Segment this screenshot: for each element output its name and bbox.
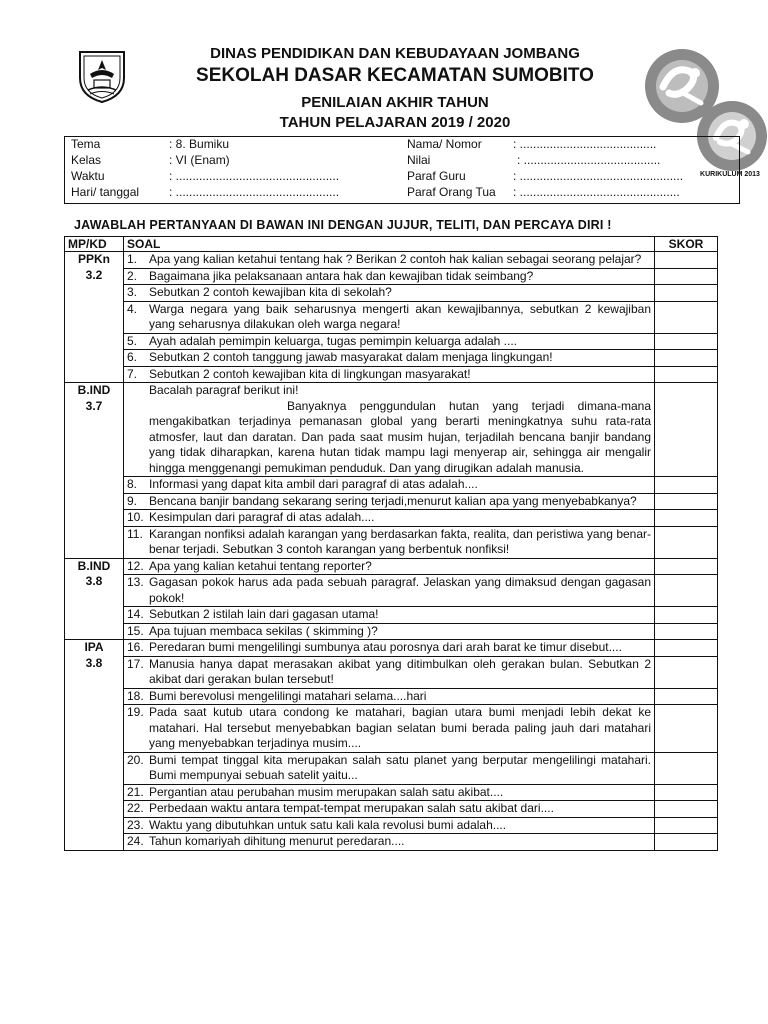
score-cell[interactable] <box>655 301 718 333</box>
question-number: 3. <box>127 285 138 299</box>
question-text: Tahun komariyah dihitung menurut peredaran.... <box>149 834 405 848</box>
question-text: Perbedaan waktu antara tempat-tempat merupakan salah satu akibat dari.... <box>149 801 554 815</box>
table-row <box>65 301 718 333</box>
subject-cell <box>65 252 124 383</box>
score-cell[interactable] <box>655 705 718 753</box>
paraf-guru-field[interactable]: : ................................................. <box>513 169 684 183</box>
question-item <box>124 688 655 705</box>
passage-intro: Bacalah paragraf berikut ini! <box>149 383 299 397</box>
question-number: 6. <box>127 350 138 364</box>
competency-code: 3.8 <box>85 655 103 670</box>
table-row <box>65 801 718 818</box>
question-item <box>124 301 655 333</box>
question-number: 21. <box>127 784 144 799</box>
table-row <box>65 493 718 510</box>
table-row <box>65 252 718 269</box>
score-cell[interactable] <box>655 493 718 510</box>
question-item <box>124 510 655 527</box>
paraf-orang-tua-field[interactable]: : ................................................ <box>513 185 680 199</box>
competency-code: 3.2 <box>85 267 103 282</box>
score-cell[interactable] <box>655 558 718 575</box>
question-number: 18. <box>127 688 144 703</box>
table-row <box>65 575 718 607</box>
table-row <box>65 640 718 657</box>
table-row <box>65 350 718 367</box>
question-item <box>124 575 655 607</box>
subject-name: B.IND <box>77 558 111 573</box>
question-text: Kesimpulan dari paragraf di atas adalah.... <box>149 510 375 524</box>
passage-text: Banyaknya penggundulan hutan yang terjadi dimana-mana mengakibatkan terjadinya pemanasan global yang berarti meningkatnya suhu rata-rata atmosfer, laut dan daratan. Dan pada saat musim hujan, terjadilah bencana banjir bandang yang tidak diharapkan, karena hutan tidak mampu lagi menyerap air, sehingga air mengalir hingga menggenangi pemukiman penduduk. Dan yang dirugikan adalah manusia. <box>149 398 651 475</box>
question-item <box>124 817 655 834</box>
question-text: Bumi tempat tinggal kita merupakan salah satu planet yang berputar mengelilingi matahari. Bumi mempunyai sebuah satelit yaitu... <box>149 752 651 782</box>
nama-nomor-label: Nama/ Nomor <box>407 137 482 151</box>
question-number: 9. <box>127 493 138 508</box>
question-item <box>124 477 655 494</box>
table-row <box>65 623 718 640</box>
question-item <box>124 784 655 801</box>
score-cell[interactable] <box>655 623 718 640</box>
score-cell[interactable] <box>655 333 718 350</box>
jombang-emblem-icon <box>76 48 128 104</box>
score-cell[interactable] <box>655 656 718 688</box>
question-text: Pergantian atau perubahan musim merupakan salah satu akibat.... <box>149 784 504 799</box>
table-row <box>65 817 718 834</box>
question-item <box>124 493 655 510</box>
table-row <box>65 705 718 753</box>
table-row <box>65 526 718 558</box>
score-cell[interactable] <box>655 834 718 851</box>
question-text: Gagasan pokok harus ada pada sebuah paragraf. Jelaskan yang dimaksud dengan gagasan pokok! <box>149 575 651 605</box>
competency-code: 3.8 <box>85 574 103 588</box>
subject-cell <box>65 383 124 559</box>
question-text: Sebutkan 2 contoh kewajiban kita di sekolah? <box>149 285 392 299</box>
question-text: Informasi yang dapat kita ambil dari paragraf di atas adalah.... <box>149 477 478 491</box>
reading-passage <box>124 383 655 477</box>
score-cell[interactable] <box>655 285 718 302</box>
school-name: SEKOLAH DASAR KECAMATAN SUMOBITO <box>196 65 594 86</box>
paraf-orang-tua-label: Paraf Orang Tua <box>407 185 496 199</box>
question-item <box>124 366 655 383</box>
subject-cell <box>65 558 124 640</box>
question-item <box>124 640 655 657</box>
score-cell[interactable] <box>655 817 718 834</box>
nama-nomor-field[interactable]: : ......................................... <box>513 137 657 151</box>
col-skor: SKOR <box>655 237 718 252</box>
hari-tanggal-label: Hari/ tanggal <box>71 185 140 199</box>
question-text: Bencana banjir bandang sekarang sering terjadi,menurut kalian apa yang menyebabkanya? <box>149 493 637 508</box>
table-row <box>65 607 718 624</box>
question-item <box>124 252 655 269</box>
tema-label: Tema <box>71 137 101 151</box>
kurikulum-badge-text: KURIKULUM 2013 <box>700 171 760 178</box>
question-item <box>124 752 655 784</box>
academic-year: TAHUN PELAJARAN 2019 / 2020 <box>279 114 511 131</box>
question-number: 1. <box>127 252 138 266</box>
question-item <box>124 350 655 367</box>
question-item <box>124 801 655 818</box>
question-number: 20. <box>127 752 144 767</box>
question-text: Bumi berevolusi mengelilingi matahari selama....hari <box>149 688 427 703</box>
waktu-label: Waktu <box>71 169 105 183</box>
question-number: 5. <box>127 333 138 348</box>
table-row <box>65 688 718 705</box>
question-text: Sebutkan 2 contoh tanggung jawab masyarakat dalam menjaga lingkungan! <box>149 350 553 364</box>
subject-cell <box>65 640 124 851</box>
question-number: 23. <box>127 817 144 832</box>
question-text: Bagaimana jika pelaksanaan antara hak dan kewajiban tidak seimbang? <box>149 268 534 283</box>
question-number: 13. <box>127 575 144 589</box>
question-text: Peredaran bumi mengelilingi sumbunya atau porosnya dari arah barat ke timur disebut.... <box>149 640 622 654</box>
score-cell[interactable] <box>655 477 718 494</box>
question-number: 22. <box>127 801 144 815</box>
question-number: 2. <box>127 268 138 283</box>
question-item <box>124 526 655 558</box>
question-item <box>124 333 655 350</box>
question-item <box>124 285 655 302</box>
tema-value: : 8. Bumiku <box>169 137 230 151</box>
waktu-field[interactable]: : ................................................. <box>169 169 340 183</box>
score-cell[interactable] <box>655 575 718 607</box>
question-number: 15. <box>127 623 144 638</box>
question-item <box>124 623 655 640</box>
student-info-box <box>64 136 740 204</box>
table-row <box>65 558 718 575</box>
score-cell[interactable] <box>655 688 718 705</box>
question-text: Warga negara yang baik seharusnya mengerti akan kewajibannya, sebutkan 2 kewajiban yang seharusnya dilakukan oleh warga negara! <box>149 301 651 331</box>
question-item <box>124 834 655 851</box>
question-text: Apa yang kalian ketahui tentang reporter? <box>149 558 372 573</box>
score-cell[interactable] <box>655 801 718 818</box>
question-number: 14. <box>127 607 144 621</box>
question-text: Apa yang kalian ketahui tentang hak ? Berikan 2 contoh hak kalian sebagai seorang pelajar? <box>149 252 642 266</box>
table-row <box>65 333 718 350</box>
competency-code: 3.7 <box>85 398 103 413</box>
question-text: Manusia hanya dapat merasakan akibat yang ditimbulkan oleh gerakan bulan. Sebutkan 2 akibat dari gerakan bulan tersebut! <box>149 656 651 686</box>
question-number: 4. <box>127 301 138 316</box>
kelas-value: : VI (Enam) <box>169 153 230 167</box>
subject-name: IPA <box>84 640 104 654</box>
question-text: Waktu yang dibutuhkan untuk satu kali kala revolusi bumi adalah.... <box>149 817 507 832</box>
question-table <box>64 236 718 851</box>
table-row <box>65 784 718 801</box>
table-row <box>65 366 718 383</box>
score-cell[interactable] <box>655 350 718 367</box>
question-number: 8. <box>127 477 138 491</box>
subject-name: B.IND <box>77 383 111 397</box>
score-cell[interactable] <box>655 252 718 269</box>
hari-tanggal-field[interactable]: : ................................................. <box>169 185 340 199</box>
subject-name: PPKn <box>77 252 110 266</box>
table-row <box>65 656 718 688</box>
score-cell[interactable] <box>655 526 718 558</box>
question-item <box>124 705 655 753</box>
question-number: 17. <box>127 656 144 671</box>
score-cell[interactable] <box>655 366 718 383</box>
table-row <box>65 752 718 784</box>
table-header-row <box>65 237 718 252</box>
question-text: Sebutkan 2 istilah lain dari gagasan utama! <box>149 607 379 621</box>
col-soal: SOAL <box>124 237 655 252</box>
table-row <box>65 383 718 477</box>
nilai-label: Nilai <box>407 153 431 167</box>
score-cell[interactable] <box>655 510 718 527</box>
question-text: Pada saat kutub utara condong ke matahari, bagian utara bumi menjadi lebih dekat ke matahari. Hal tersebut menyebabkan bagian selatan bumi berada paling jauh dari matahari yang menyebabkan terjadinya musim.... <box>149 705 651 750</box>
question-number: 12. <box>127 558 144 573</box>
table-row <box>65 477 718 494</box>
table-row <box>65 268 718 285</box>
question-text: Apa tujuan membaca sekilas ( skimming )? <box>149 623 378 638</box>
kelas-label: Kelas <box>71 153 102 167</box>
paraf-guru-label: Paraf Guru <box>407 169 466 183</box>
score-cell[interactable] <box>655 640 718 657</box>
score-cell[interactable] <box>655 752 718 784</box>
question-item <box>124 268 655 285</box>
score-cell[interactable] <box>655 607 718 624</box>
score-cell[interactable] <box>655 784 718 801</box>
question-item <box>124 607 655 624</box>
table-row <box>65 510 718 527</box>
question-number: 10. <box>127 510 144 524</box>
question-number: 16. <box>127 640 144 654</box>
score-cell[interactable] <box>655 268 718 285</box>
instruction-text: JAWABLAH PERTANYAAN DI BAWAN INI DENGAN JUJUR, TELITI, DAN PERCAYA DIRI ! <box>74 218 612 232</box>
agency-name: DINAS PENDIDIKAN DAN KEBUDAYAAN JOMBANG <box>210 45 580 62</box>
question-text: Ayah adalah pemimpin keluarga, tugas pemimpin keluarga adalah .... <box>149 333 518 348</box>
question-item <box>124 558 655 575</box>
col-mp-kd: MP/KD <box>65 237 124 252</box>
question-text: Sebutkan 2 contoh kewajiban kita di lingkungan masyarakat! <box>149 366 471 381</box>
score-cell[interactable] <box>655 383 718 477</box>
question-text: Karangan nonfiksi adalah karangan yang berdasarkan fakta, realita, dan peristiwa yang benar-benar terjadi. Sebutkan 3 contoh karangan yang berbentuk nonfiksi! <box>149 526 651 556</box>
question-number: 19. <box>127 705 144 719</box>
question-number: 11. <box>127 526 143 541</box>
exam-title: PENILAIAN AKHIR TAHUN <box>301 94 489 111</box>
question-number: 7. <box>127 366 138 381</box>
question-item <box>124 656 655 688</box>
nilai-field[interactable]: : ......................................... <box>517 153 661 167</box>
table-row <box>65 285 718 302</box>
table-row <box>65 834 718 851</box>
question-number: 24. <box>127 834 144 848</box>
